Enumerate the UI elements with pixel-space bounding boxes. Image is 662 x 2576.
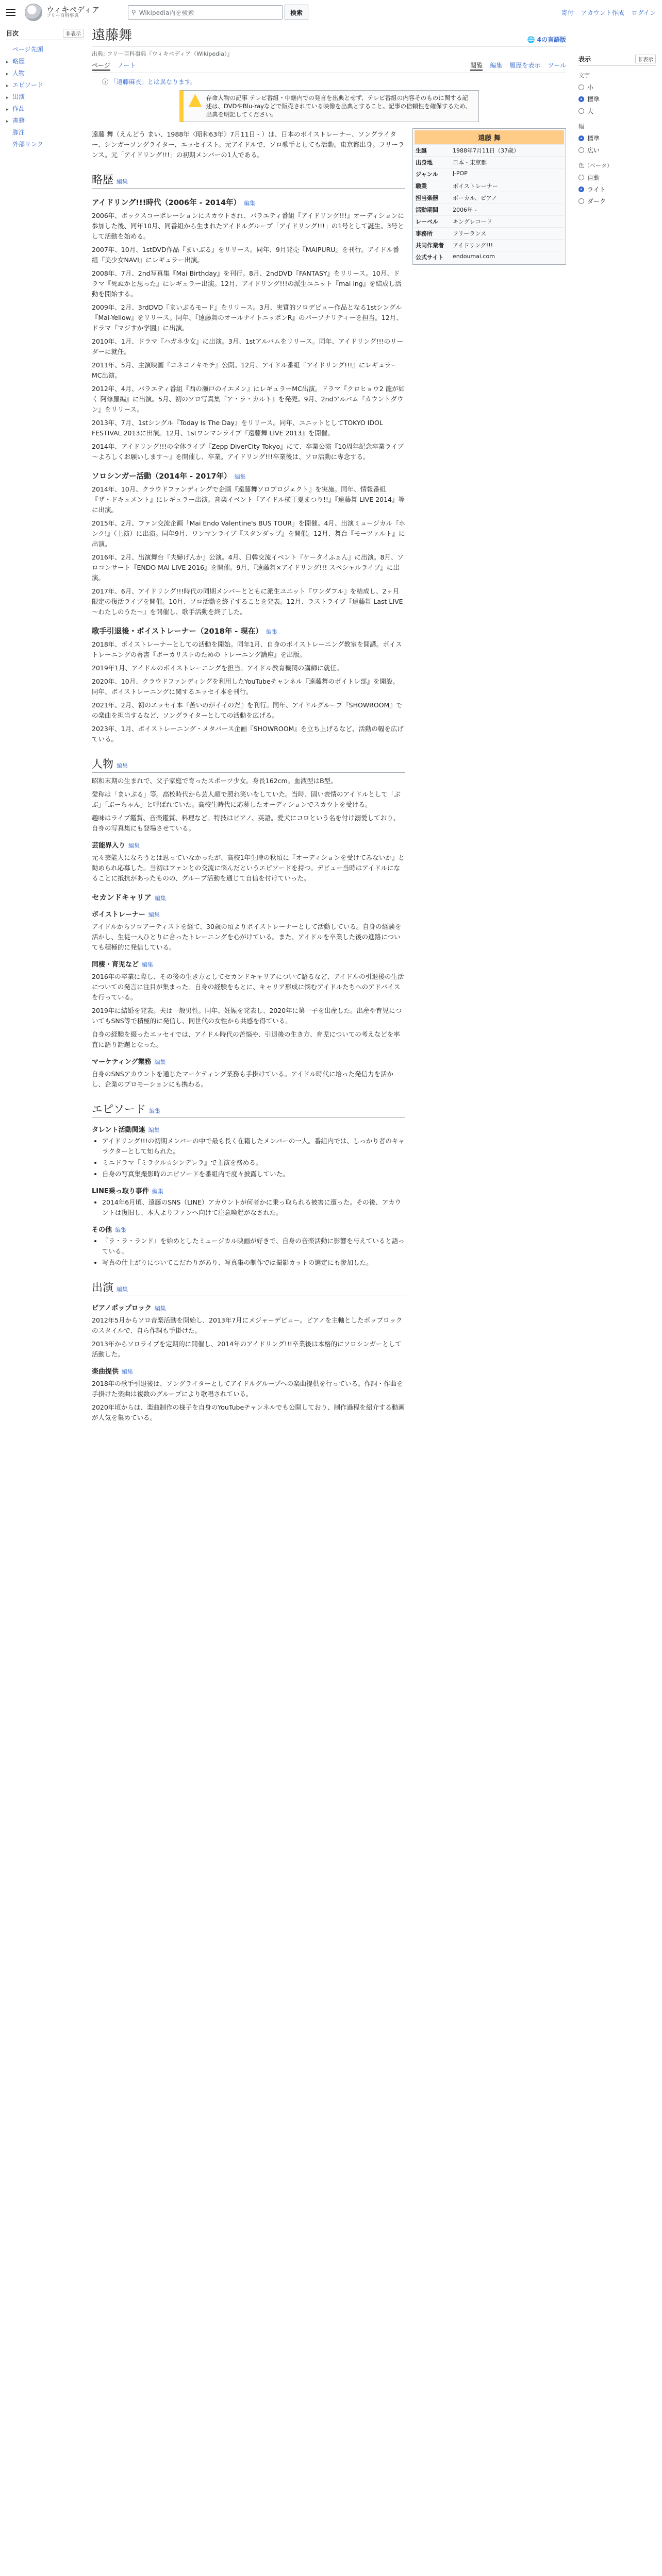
paragraph: 2014年、アイドリング!!!の全体ライブ『Zepp DiverCity Tokyo』にて、卒業公演『10周年記念卒業ライブ ～よろしくお願いします～』を開催し、卒業。アイドリング!!!卒業後は、ソロ活動に専念する。 [92,443,404,461]
tab-right-2[interactable]: 履歴を表示 [509,62,541,69]
infobox-value: ボーカル、ピアノ [453,195,498,201]
radio-label: 標準 [587,96,600,103]
radio-option[interactable] [578,93,656,105]
paragraph: 2013年、7月、1stシングル『Today Is The Day』をリリース。同年、ユニットとしてTOKYO IDOL FESTIVAL 2013に出演。12月、1stワンマンライブ『遠藤舞 LIVE 2013』を開催。 [92,419,383,437]
user-link[interactable]: アカウント作成 [581,9,624,16]
radio-circle-icon[interactable] [578,108,584,114]
radio-option[interactable] [578,81,656,93]
infobox-value: endoumai.com [453,253,495,260]
radio-option[interactable] [578,144,656,156]
section-edit-link[interactable]: 編集 [117,762,128,769]
radio-circle-icon[interactable] [578,147,584,153]
page-tabs [92,61,566,73]
appearance-panel [574,25,656,1426]
subsubsection-heading [92,1124,405,1134]
toc-sidebar [6,25,84,1426]
subsubsection-title: 楽曲提供 [92,1368,119,1376]
toc-item[interactable] [6,138,84,150]
radio-label: ライト [587,186,606,193]
subsubsection-heading [92,909,405,919]
language-button[interactable]: 🌐 4の言語版 [527,36,566,43]
radio-circle-icon[interactable] [578,187,584,192]
subsubsection-edit-link[interactable]: 編集 [115,1227,127,1233]
toc-heading: 目次 [6,30,19,37]
subsubsection-edit-link[interactable]: 編集 [154,1059,166,1065]
radio-label: 自動 [587,174,600,181]
subsection-title: 歌手引退後・ボイストレーナー（2018年 - 現在） [92,628,263,636]
paragraph: 2007年、10月、1stDVD作品『まいぶる』をリリース。同年、9月発売『MAIPURU』を刊行。アイドル番組『美少女NAVI』にレギュラー出演。 [92,246,400,264]
section-heading [92,1101,405,1118]
paragraph: 2010年、1月、ドラマ『ハガネ少女』に出演。3月、1stアルバムをリリース。同年、アイドリング!!!のリーダーに就任。 [92,337,404,355]
tab-right-0[interactable]: 閲覧 [470,61,483,71]
section-heading [92,756,405,773]
infobox-row [415,180,564,192]
infobox-row [415,168,564,180]
search-input[interactable] [128,5,283,20]
top-bar [0,0,662,25]
bullet-list [102,1136,405,1179]
page-title: 遠藤舞 [92,28,133,43]
toc-item[interactable] [6,103,84,114]
subsubsection-edit-link[interactable]: 編集 [154,1305,166,1312]
subsection-heading [92,625,405,636]
infobox-key: 共同作業者 [416,242,444,249]
paragraph: 2021年、2月、初のエッセイ本『苦いのがイイのだ』を刊行。同年、アイドルグループ『SHOWROOM』での楽曲を担当するなど、ソングライターとしての活動を広げる。 [92,701,403,719]
subsubsection-heading [92,1302,405,1312]
infobox-row [415,192,564,204]
infobox-key: レーベル [416,218,438,225]
user-link[interactable]: ログイン [631,9,656,16]
subsubsection-title: タレント活動関連 [92,1126,145,1134]
subsection-edit-link[interactable]: 編集 [234,473,246,480]
radio-label: ダーク [587,198,606,205]
paragraph: 2015年、2月、ファン交流企画「Mai Endo Valentine's BUS TOUR」を開催。4月、出演ミュージカル『ホンク!』（上演）に出演。同年9月、ワンマンライブ『スタンダップ』を開催。12月、舞台『モーツァルト』に出演。 [92,519,405,548]
paragraph: 2016年、2月、出演舞台『夫婦げんか』公演。4月、日韓交流イベント『ケータイふぁん』に出演。8月、ソロコンサート『ENDO MAI LIVE 2016』を開催。9月、『遠藤舞×アイドリング!!! スペシャルライブ』に出演。 [92,553,404,582]
site-subtitle: 出典: フリー百科事典『ウィキペディア（Wikipedia）』 [92,50,233,57]
appearance-heading: 表示 [578,56,591,63]
infobox-row [415,227,564,239]
paragraph: 2012年、4月、バラエティ番組『西の瀬戸のイエメン』にレギュラーMC出演。ドラマ『クロヒョウ2 龍が如く 阿修羅編』に出演。5月、初のソロ写真集『ア・ラ・カルト』を発売。9月、2ndアルバム『カウントダウン』をリリース。 [92,385,405,413]
subsection-edit-link[interactable]: 編集 [266,629,277,635]
infobox-row [415,251,564,263]
radio-option[interactable] [578,183,656,195]
infobox-row [415,215,564,227]
subsubsection-title: ボイストレーナー [92,911,145,919]
paragraph: 2014年、10月、クラウドファンディングで企画『遠藤舞ソロプロジェクト』を実施。同年、情報番組『ザ・ドキュメント』にレギュラー出演。音楽イベント『アイドル横丁夏まつり!!』『遠藤舞 LIVE 2014』等に出演。 [92,485,405,514]
paragraph: 2013年からソロライブを定期的に開催し、2014年のアイドリング!!!卒業後は本格的にソロシンガーとして活動した。 [92,1340,402,1358]
notice-text: 存命人物の記事 テレビ番組・中継内での発言を出典とせず、テレビ番組の内容そのものに関する記述は、DVDやBlu-rayなどで販売されている映像を出典とすること。記事の信頼性を確保するため、出典を明記してください。 [206,94,472,118]
user-links [561,8,656,17]
paragraph: 2020年、10月、クラウドファンディングを利用したYouTubeチャンネル『遠藤舞のボイトレ部』を開設。同年、ボイストレーニングに関するエッセイ本を刊行。 [92,677,399,696]
toc-item[interactable] [6,67,84,79]
main-menu-button[interactable] [6,6,20,19]
subsubsection-heading [92,1366,405,1376]
infobox-value: 2006年 - [453,207,477,213]
radio-label: 標準 [587,135,600,142]
section-title: 略歴 [92,174,113,186]
subsection-edit-link[interactable]: 編集 [155,895,166,902]
list-item: • ミニドラマ『ミラクル☆シンデレラ』で主演を務める。 [102,1158,405,1168]
paragraph: 昭和末期の生まれで、父子家庭で育ったスポーツ少女。身長162cm。血液型はB型。 [92,777,337,785]
warning-icon [189,94,202,107]
article-main [84,25,574,1426]
subsubsection-edit-link[interactable]: 編集 [142,961,154,968]
translate-icon: 🌐 [527,36,535,43]
list-item: • 自身の写真集撮影時のエピソードを番組内で度々披露していた。 [102,1169,405,1179]
paragraph: 2017年、6月、アイドリング!!!時代の同期メンバーとともに派生ユニット『ワンダフル』を結成し、2ヶ月限定の復活ライブを開催。10月、ソロ活動を終了することを発表。12月、ラストライブ『遠藤舞 Last LIVE ～わたしのうた～』を開催し、歌手活動を終了した。 [92,587,403,616]
infobox-value: ボイストレーナー [453,183,498,190]
subsection-edit-link[interactable]: 編集 [244,200,256,207]
paragraph: 2006年、ボックスコーポレーションにスカウトされ、バラエティ番組『アイドリング!!!』オーディションに参加した後、同年10月、同番組から生まれたアイドルグループ「アイドリング!!!」の1号として誕生。3号として活動を始める。 [92,212,404,240]
subsubsection-heading [92,1185,405,1195]
color-label: 色（ベータ） [578,162,613,169]
subsection-title: セカンドキャリア [92,894,152,902]
paragraph: 2016年の卒業に際し、その後の生き方としてセカンドキャリアについて語るなど、アイドルの引退後の生活についての発言に注目が集まった。自身の経験をもとに、キャリア形成に悩むアイドルたちへのアドバイスを行っている。 [92,973,404,1001]
subsection-title: アイドリング!!!時代（2006年 - 2014年） [92,199,241,207]
toc-item-label: 人物 [12,70,25,77]
paragraph: 自身の経験を綴ったエッセイでは、アイドル時代の苦悩や、引退後の生き方、育児についての考えなどを率直に語り話題となった。 [92,1030,400,1048]
toc-item-label: 出演 [12,93,25,100]
toc-expand-icon[interactable]: ▸ [6,83,9,89]
toc-item[interactable] [6,126,84,138]
search-placeholder: Wikipedia内を検索 [139,9,194,16]
radio-circle-icon[interactable] [578,198,584,204]
infobox-value: 1988年7月11日（37歳） [453,147,519,154]
logo-title: ウィキペディア [46,5,100,14]
section-edit-link[interactable]: 編集 [149,1108,160,1114]
toc-item-label: エピソード [12,81,44,89]
infobox-value: J-POP [453,170,468,177]
subsubsection-heading [92,840,405,850]
toc-item-label: 作品 [12,105,25,112]
radio-option[interactable] [578,195,656,207]
text-size-label: 文字 [578,72,590,79]
paragraph: 2019年1月、アイドルのボイストレーニングを担当。アイドル教育機関の講師に就任。 [92,664,343,672]
search-form [128,5,308,20]
site-logo[interactable] [25,4,112,21]
list-item: • 2014年6月頃、遠藤のSNS（LINE）アカウントが何者かに乗っ取られる被害に遭った。その後、アカウントは復旧し、本人よりファンへ向けて注意喚起がなされた。 [102,1197,405,1218]
subsubsection-heading [92,1224,405,1234]
section-heading [92,172,405,189]
infobox-key: 職業 [416,183,427,190]
subsubsection-heading [92,959,405,969]
infobox-title: 遠藤 舞 [415,130,564,144]
radio-circle-icon[interactable] [578,84,584,90]
toc-item[interactable] [6,43,84,55]
toc-expand-icon[interactable]: ▸ [6,72,9,77]
intro-paragraph: 遠藤 舞（えんどう まい、1988年〈昭和63年〉7月11日 - ）は、日本のボイストレーナー、ソングライター、シンガーソングライター、エッセイスト。元アイドルで、ソロ歌手としても活動。東京都出身。フリーランス。元「アイドリング!!!」の初期メンバーの1人である。 [92,130,405,159]
toc-expand-icon[interactable]: ▸ [6,60,9,65]
infobox-value: アイドリング!!! [453,242,493,249]
infobox-row [415,144,564,156]
subsubsection-title: 芸能界入り [92,842,126,850]
paragraph: 2018年、ボイストレーナーとしての活動を開始。同年1月、自身のボイストレーニング教室を開講。ボイストレーニングの著書『ボーカリストのための トレーニング講座』を出版。 [92,640,402,658]
paragraph: 愛称は「まいぷる」等。高校時代から芸人顔で照れ笑いをしていた。当時、固い表情のアイドルとして「ぶぶ」「ぶーちゃん」と呼ばれていた。高校生時代に応募したオーディションでスカウトを受ける。 [92,790,401,808]
subsubsection-title: その他 [92,1226,112,1234]
section-edit-link[interactable]: 編集 [117,178,128,185]
toc-item[interactable] [6,55,84,67]
info-icon: ⓘ [102,78,109,86]
infobox-key: 担当楽器 [416,195,438,201]
logo-subtitle: フリー百科事典 [46,13,79,19]
bullet-list [102,1197,405,1218]
toc-item[interactable] [6,79,84,91]
toc-item-label: 脚注 [12,129,25,136]
infobox-value: フリーランス [453,230,487,237]
article-body [92,126,405,1426]
hatnote: ⓘ 「遠藤麻衣」とは異なります。 [102,78,196,86]
infobox-key: ジャンル [416,171,438,178]
paragraph: 2012年5月からソロ音楽活動を開始し、2013年7月にメジャーデビュー。ピアノを主軸としたポップロックのスタイルで、自ら作詞も手掛けた。 [92,1316,403,1334]
wikipedia-globe-icon [25,4,42,21]
radio-option[interactable] [578,172,656,183]
toc-item-label: 外部リンク [12,141,43,148]
paragraph: アイドルからソロアーティストを経て、30歳の頃よりボイストレーナーとして活動している。自身の経験を活かし、生徒一人ひとりに合ったトレーニングを心がけている。また、アイドルを卒業した後の進路についても積極的に発信している。 [92,923,402,951]
section-edit-link[interactable]: 編集 [117,1286,128,1293]
infobox-value: 日本・東京都 [453,159,487,166]
paragraph: 2008年、7月、2nd写真集『Mai Birthday』を刊行。8月、2ndDVD『FANTASY』をリリース。10月、ドラマ『死ぬかと思った』にレギュラー出演。12月、アイドリング!!!の派生ユニット『mai ing』を結成し活動を開始する。 [92,269,402,298]
paragraph: 自身のSNSアカウントを通じたマーケティング業務も手掛けている。アイドル時代に培った発信力を活かし、企業のプロモーションにも携わる。 [92,1070,393,1088]
toc-item-label: 略歴 [12,58,25,65]
subsubsection-heading [92,1056,405,1066]
infobox-row [415,239,564,251]
section-title: 人物 [92,758,113,770]
paragraph: 2020年頃からは、楽曲制作の様子を自身のYouTubeチャンネルでも公開しており、制作過程を紹介する動画が人気を集めている。 [92,1403,405,1421]
radio-label: 大 [587,108,594,115]
paragraph: 2018年の歌手引退後は、ソングライターとしてアイドルグループへの楽曲提供を行っている。作詞・作曲を手掛けた楽曲は複数のグループにより歌唱されている。 [92,1380,403,1398]
infobox-row [415,204,564,215]
radio-circle-icon[interactable] [578,175,584,180]
subsubsection-edit-link[interactable]: 編集 [148,911,160,918]
search-button[interactable]: 検索 [285,5,308,20]
subsubsection-title: LINE乗っ取り事件 [92,1188,149,1195]
subsubsection-title: マーケティング業務 [92,1058,152,1066]
paragraph: 2019年に結婚を発表。夫は一般男性。同年、妊娠を発表し、2020年に第一子を出産した。出産や育児についてもSNS等で積極的に発信し、同世代の女性から共感を得ている。 [92,1007,402,1025]
toc-expand-icon[interactable]: ▸ [6,95,9,100]
tab-0[interactable]: ページ [92,61,110,71]
radio-circle-icon[interactable] [578,135,584,141]
subsection-title: ソロシンガー活動（2014年 - 2017年） [92,472,231,481]
list-item: • 『ラ・ラ・ランド』を始めとしたミュージカル映画が好きで、自身の音楽活動に影響を与えていると語っている。 [102,1236,405,1257]
radio-label: 小 [587,84,594,91]
toc-expand-icon[interactable]: ▸ [6,107,9,112]
subsection-heading [92,197,405,208]
section-title: 出演 [92,1281,113,1294]
user-link[interactable]: 寄付 [561,9,574,16]
radio-option[interactable] [578,105,656,117]
list-item: • アイドリング!!!の初期メンバーの中で最も長く在籍したメンバーの一人。番組内では、しっかり者のキャラクターとして知られた。 [102,1136,405,1157]
infobox-key: 活動期間 [416,207,438,213]
paragraph: 2009年、2月、3rdDVD『まいぶるモード』をリリース。3月、実質的ソロデビュー作品となる1stシングル『Mai-Yellow』をリリース。同年、『遠藤舞のオールナイトニッポンR』のパーソナリティーを担当。12月、ドラマ『マジすか学園』に出演。 [92,303,403,332]
tab-1[interactable]: ノート [117,62,136,69]
list-item: • 写真の仕上がりについてこだわりがあり、写真集の制作では撮影カットの選定にも参加した。 [102,1258,405,1268]
section-heading [92,1279,405,1296]
infobox [412,128,566,265]
subsubsection-edit-link[interactable]: 編集 [148,1127,160,1133]
radio-circle-icon[interactable] [578,96,584,102]
notice-box [179,90,479,122]
paragraph: 元々芸能人になろうとは思っていなかったが、高校1年生時の秋頃に『オーディションを受けてみないか』と勧められ応募した。当初はファンとの交流に悩んだというエピソードを持つ。デビュー当時はアイドルになることに抵抗があったものの、グループ活動を通じて自信を付けていった。 [92,854,405,882]
infobox-key: 事務所 [416,230,433,237]
paragraph: 趣味はライブ鑑賞、音楽鑑賞、料理など。特技はピアノ、英語。愛犬にコロという名を付け溺愛しており、自身の写真集にも登場させている。 [92,814,400,832]
infobox-key: 生誕 [416,147,427,154]
infobox-key: 出身地 [416,159,433,166]
radio-option[interactable] [578,132,656,144]
bullet-list [102,1236,405,1268]
appearance-hide-button[interactable]: 非表示 [635,55,656,63]
subsubsection-title: ピアノポップロック [92,1304,152,1312]
toc-hide-button[interactable]: 非表示 [63,29,84,38]
radio-label: 広い [587,147,600,154]
subsection-heading [92,892,405,903]
paragraph: 2011年、5月、主演映画『コネコノキモチ』公開。12月、アイドル番組『アイドリング!!!』にレギュラーMC出演。 [92,361,398,379]
infobox-value: キングレコード [453,218,492,225]
toc-item-label: 書籍 [12,117,25,124]
subsubsection-edit-link[interactable]: 編集 [128,842,140,849]
toc-item[interactable] [6,114,84,126]
subsubsection-edit-link[interactable]: 編集 [122,1368,134,1375]
toc-expand-icon[interactable]: ▸ [6,119,9,124]
width-label: 幅 [578,123,584,130]
paragraph: 2023年、1月、ボイストレーニング・メタバース企画『SHOWROOM』を立ち上げるなど、活動の幅を広げている。 [92,725,404,743]
tab-right-3[interactable]: ツール [548,62,566,69]
infobox-row [415,156,564,168]
search-icon: ⚲ [131,9,136,16]
section-title: エピソード [92,1103,146,1115]
toc-item-label: ページ先頭 [12,46,43,53]
toc-item[interactable] [6,91,84,103]
infobox-key: 公式サイト [416,254,444,261]
subsection-heading [92,470,405,481]
subsubsection-title: 同棲・育児など [92,961,139,969]
subsubsection-edit-link[interactable]: 編集 [152,1188,163,1195]
tab-right-1[interactable]: 編集 [490,62,503,69]
